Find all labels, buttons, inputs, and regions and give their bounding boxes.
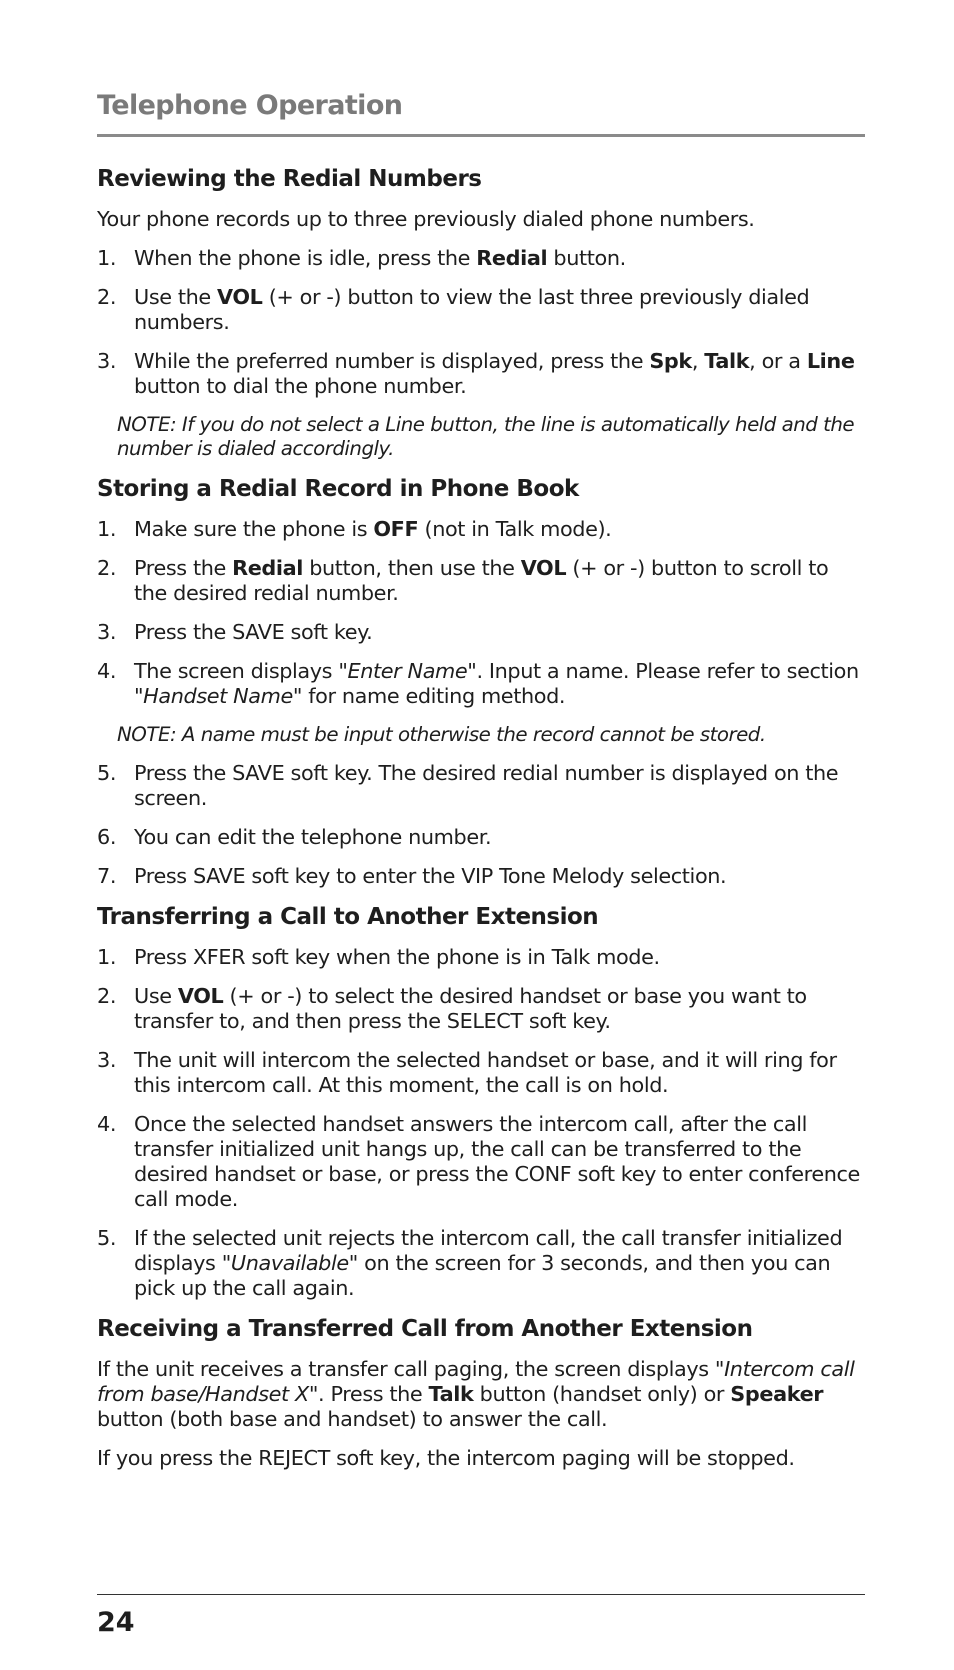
step-number: 1.: [97, 246, 117, 270]
step-text: button to dial the phone number.: [134, 374, 467, 398]
key-name: Redial: [232, 556, 303, 580]
body-paragraph: [97, 1357, 865, 1432]
note-text: NOTE: If you do not select a Line button, the line is automatically held and the number is dialed accordingly.: [117, 413, 855, 460]
key-name: OFF: [373, 517, 419, 541]
key-name: Speaker: [730, 1382, 824, 1406]
list-item: [97, 1226, 865, 1301]
paragraph-text: If the unit receives a transfer call paging, the screen displays: [97, 1357, 715, 1381]
step-number: 2.: [97, 556, 117, 580]
screen-text: "Unavailable": [221, 1251, 358, 1275]
header-divider: [97, 134, 865, 137]
step-text: Press the SAVE soft key.: [134, 620, 373, 644]
step-text: The screen displays ": [134, 659, 348, 683]
step-number: 3.: [97, 620, 117, 644]
heading-reviewing-redial: Reviewing the Redial Numbers: [97, 166, 482, 192]
step-number: 5.: [97, 1226, 117, 1250]
transfer-call-steps: [97, 945, 865, 1301]
step-text: Press the: [134, 556, 233, 580]
page-content: [97, 165, 865, 1485]
list-item: [97, 285, 865, 335]
step-number: 3.: [97, 1048, 117, 1072]
list-item: [97, 659, 865, 709]
key-name: Line: [806, 349, 855, 373]
intro-text: Your phone records up to three previously dialed phone numbers.: [97, 207, 755, 231]
step-text: (+ or -) to select the desired handset or base you want to transfer to, and then press the SELECT soft key.: [134, 984, 807, 1033]
list-item: [97, 556, 865, 606]
step-number: 5.: [97, 761, 117, 785]
key-name: VOL: [217, 285, 263, 309]
screen-text: Enter Name": [347, 659, 477, 683]
step-text: Use the: [134, 285, 218, 309]
step-text: You can edit the telephone number.: [134, 825, 492, 849]
page-number: 24: [97, 1607, 135, 1638]
list-item: [97, 825, 865, 850]
heading-receiving-transfer: Receiving a Transferred Call from Another Extension: [97, 1316, 753, 1342]
screen-text: "Intercom call from base/Handset X": [97, 1357, 855, 1406]
step-number: 4.: [97, 1112, 117, 1136]
key-name: Spk: [649, 349, 692, 373]
step-text: While the preferred number is displayed, press the: [134, 349, 650, 373]
step-text: Press the SAVE soft key. The desired redial number is displayed on the screen.: [134, 761, 839, 810]
list-item: [97, 1112, 865, 1212]
list-item: [97, 984, 865, 1034]
step-number: 2.: [97, 984, 117, 1008]
list-item: [97, 349, 865, 399]
store-redial-steps-continued: [97, 761, 865, 889]
paragraph-text: . Press the: [318, 1382, 429, 1406]
list-item: [97, 761, 865, 811]
step-text: If the selected unit rejects the intercom call, the call transfer initialized displays: [134, 1226, 843, 1275]
key-name: Talk: [704, 349, 750, 373]
step-text: button.: [547, 246, 626, 270]
paragraph-text: button (handset only) or: [473, 1382, 731, 1406]
section-title: Telephone Operation: [97, 90, 403, 121]
step-text: button, then use the: [303, 556, 521, 580]
key-name: VOL: [177, 984, 224, 1008]
key-name: Redial: [476, 246, 548, 270]
key-name: VOL: [520, 556, 567, 580]
paragraph-text: button (both base and handset) to answer the call.: [97, 1407, 608, 1431]
list-item: [97, 864, 865, 889]
step-text: The unit will intercom the selected handset or base, and it will ring for this intercom call. At this moment, the call is on hold.: [134, 1048, 837, 1097]
step-text: Press SAVE soft key to enter the VIP Tone Melody selection.: [134, 864, 727, 888]
section-reference: "Handset Name": [134, 684, 303, 708]
heading-storing-redial: Storing a Redial Record in Phone Book: [97, 476, 579, 502]
step-number: 6.: [97, 825, 117, 849]
body-paragraph: If you press the REJECT soft key, the intercom paging will be stopped.: [97, 1446, 795, 1470]
list-item: [97, 517, 865, 542]
key-name: Talk: [428, 1382, 474, 1406]
step-text: on the screen for 3 seconds, and then you can pick up the call again.: [134, 1251, 831, 1300]
step-text: ,: [691, 349, 705, 373]
step-number: 2.: [97, 285, 117, 309]
heading-transferring-call: Transferring a Call to Another Extension: [97, 904, 599, 930]
list-item: [97, 246, 865, 271]
step-text: . Input a name. Please refer to section: [476, 659, 859, 683]
page-header: [97, 90, 865, 122]
manual-page: [97, 0, 865, 1670]
list-item: [97, 945, 865, 970]
step-number: 4.: [97, 659, 117, 683]
footer-divider: [97, 1594, 865, 1595]
step-number: 7.: [97, 864, 117, 888]
list-item: [97, 1048, 865, 1098]
step-text: (+ or -) button to scroll to the desired redial number.: [134, 556, 829, 605]
step-text: (not in Talk mode).: [418, 517, 612, 541]
note-text: NOTE: A name must be input otherwise the record cannot be stored.: [117, 723, 766, 746]
step-text: Press XFER soft key when the phone is in Talk mode.: [134, 945, 660, 969]
step-number: 1.: [97, 945, 117, 969]
list-item: [97, 620, 865, 645]
step-number: 3.: [97, 349, 117, 373]
step-number: 1.: [97, 517, 117, 541]
store-redial-steps: [97, 517, 865, 709]
step-text: Make sure the phone is: [134, 517, 374, 541]
step-text: Once the selected handset answers the intercom call, after the call transfer initialized unit hangs up, the call can be transferred to the desired handset or base, or press the CONF soft key to enter conference call mode.: [134, 1112, 860, 1211]
step-text: Use: [134, 984, 178, 1008]
step-text: When the phone is idle, press the: [134, 246, 477, 270]
step-text: (+ or -) button to view the last three previously dialed numbers.: [134, 285, 810, 334]
redial-review-steps: [97, 246, 865, 399]
step-text: , or a: [749, 349, 807, 373]
step-text: for name editing method.: [302, 684, 566, 708]
